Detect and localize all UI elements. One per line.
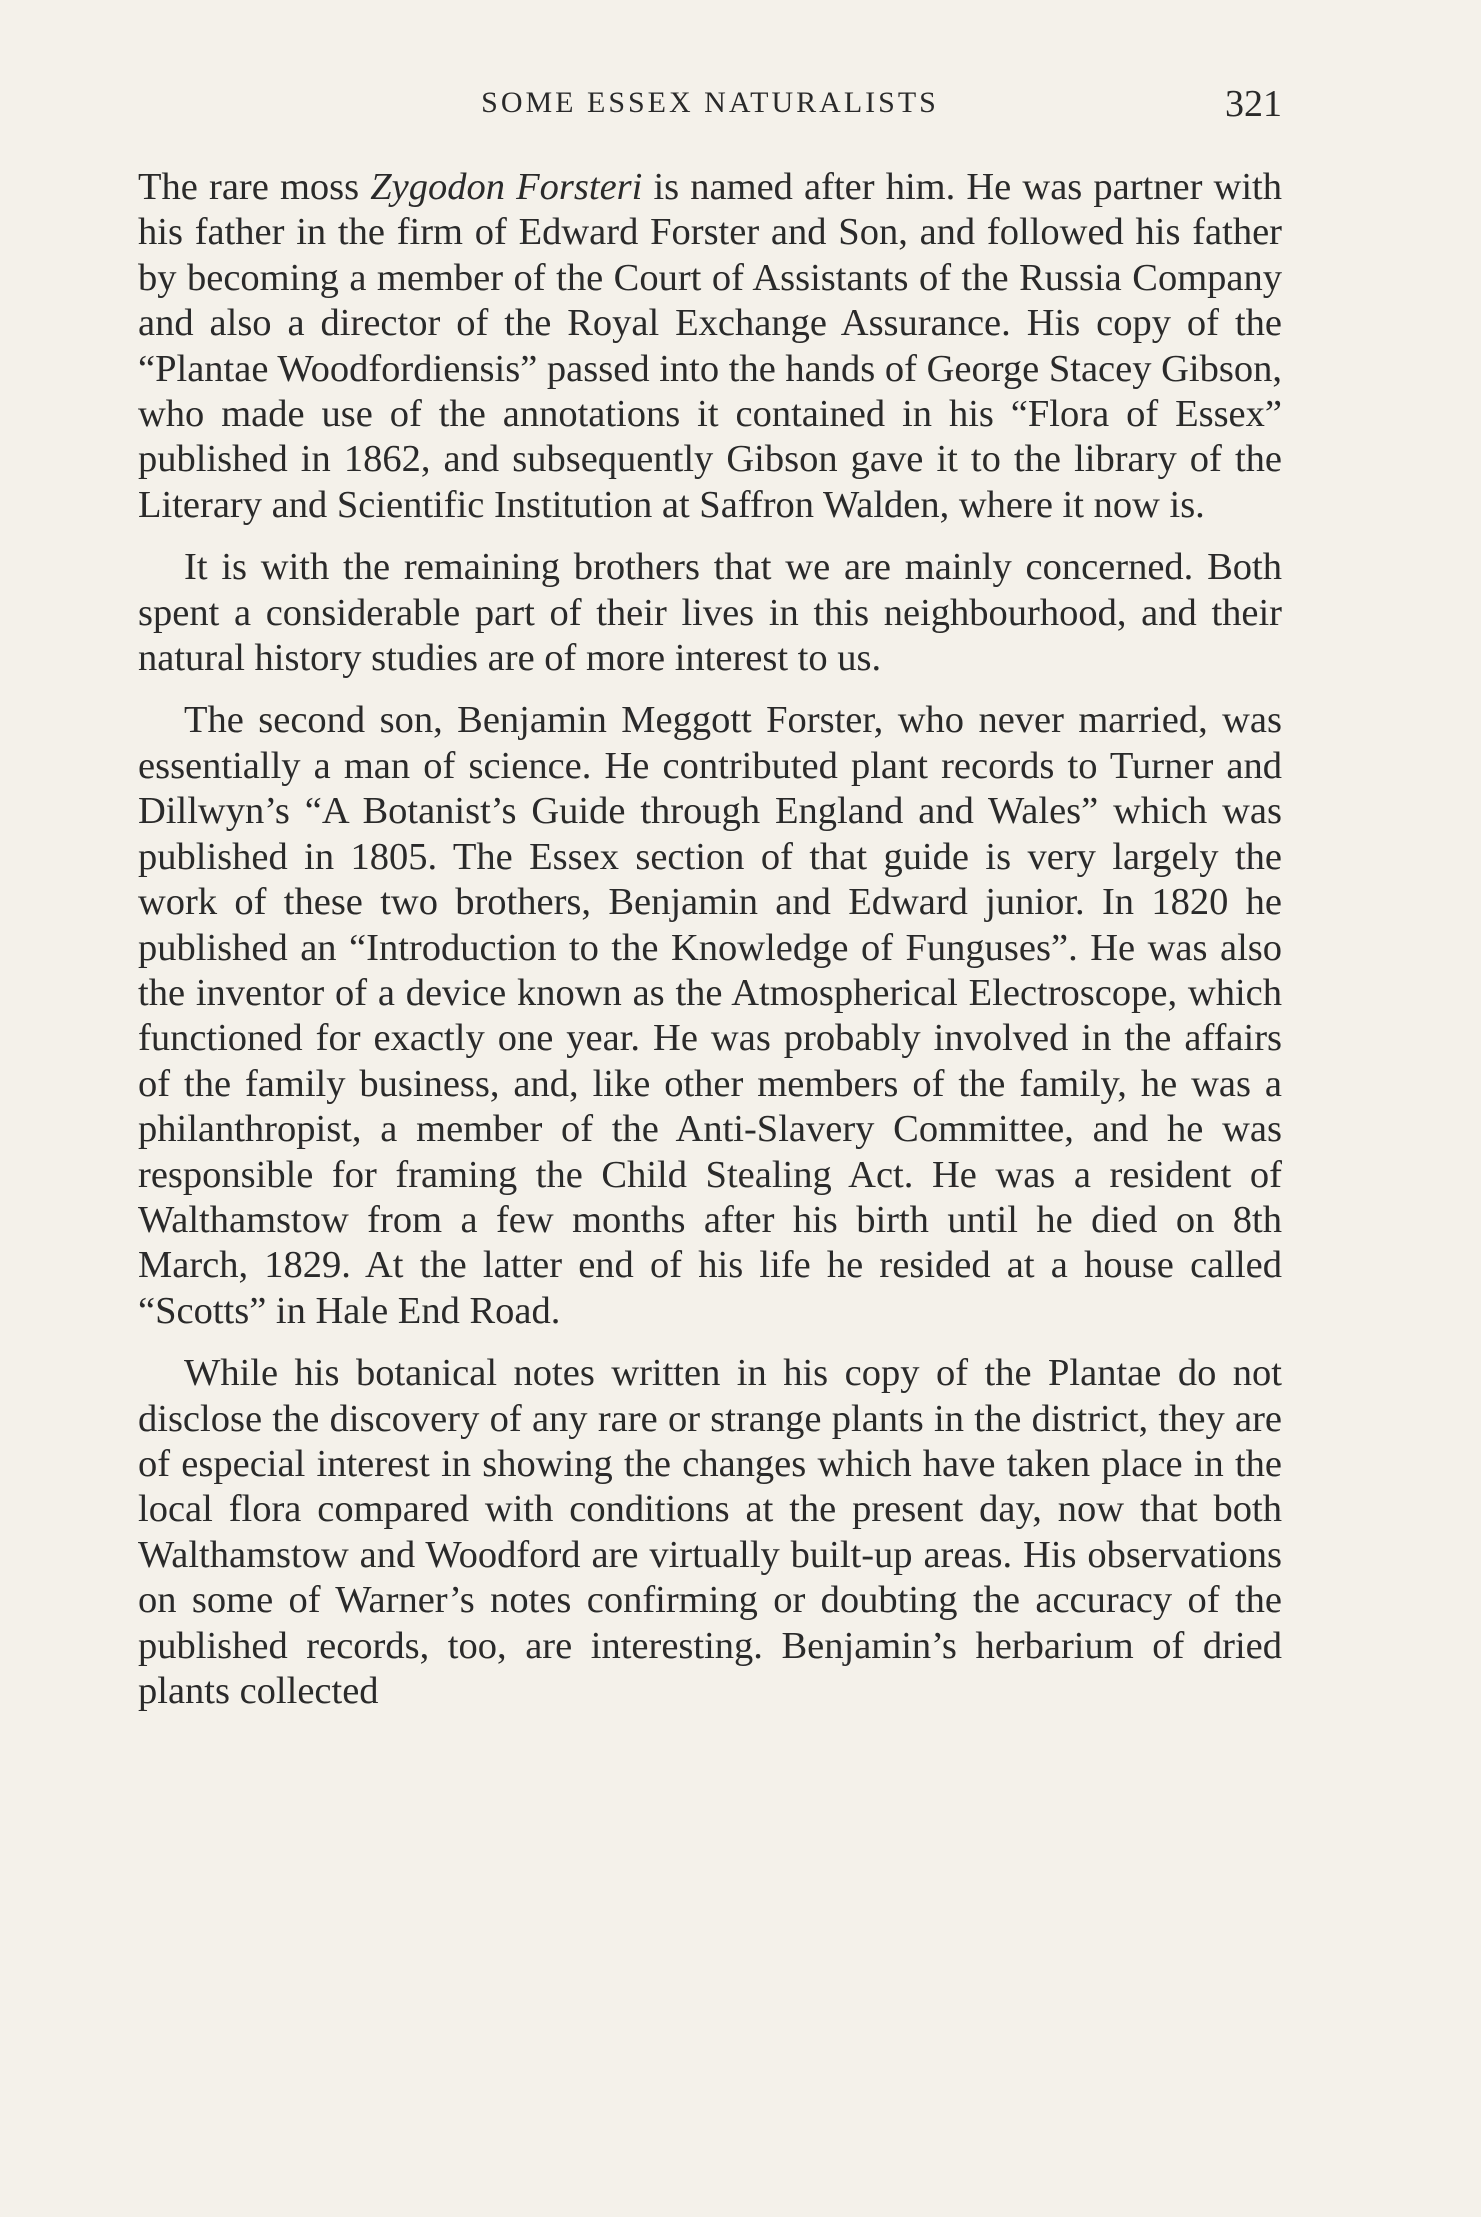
- paragraph-3: The second son, Benjamin Meggott Forster, who never married, was essentially a man of science. He contributed plant records to Turner and Dillwyn’s “A Botanist’s Guide through England and Wales” which was published in 1805. The Essex section of that guide is very largely the work of these two brothers, Benjamin and Edward junior. In 1820 he published an “Introduction to the Knowledge of Funguses”. He was also the inventor of a device known as the Atmospherical Electroscope, which functioned for exactly one year. He was probably involved in the affairs of the family business, and, like other members of the family, he was a philanthropist, a member of the Anti-Slavery Committee, and he was responsible for framing the Child Stealing Act. He was a resident of Walthamstow from a few months after his birth until he died on 8th March, 1829. At the latter end of his life he resided at a house called “Scotts” in Hale End Road.: [138, 699, 1282, 1332]
- paragraph-1-start: The rare moss: [138, 166, 371, 208]
- body-text: [138, 165, 1282, 1714]
- paragraph-2: It is with the remaining brothers that we are mainly concerned. Both spent a considerable part of their lives in this neighbourhood, and their natural history studies are of more interest to us.: [138, 546, 1282, 680]
- species-name: Zygodon Forsteri: [370, 166, 643, 208]
- paragraph-1: [138, 165, 1282, 528]
- running-header: [138, 82, 1282, 132]
- paragraph-4: While his botanical notes written in his copy of the Plantae do not disclose the discovery of any rare or strange plants in the district, they are of especial interest in showing the changes which have taken place in the local flora compared with conditions at the present day, now that both Walthamstow and Woodford are virtually built-up areas. His observations on some of Warner’s notes confirming or doubting the accuracy of the published records, too, are interesting. Benjamin’s herbarium of dried plants collected: [138, 1352, 1282, 1712]
- running-title: SOME ESSEX NATURALISTS: [481, 86, 939, 119]
- page-number: 321: [1225, 83, 1282, 125]
- paragraph-1-rest: is named after him. He was partner with his father in the firm of Edward Forster and Son, and followed his father by becoming a member of the Court of Assistants of the Russia Company and also a director of the Royal Exchange Assurance. His copy of the “Plantae Woodfordiensis” passed into the hands of George Stacey Gibson, who made use of the annotations it contained in his “Flora of Essex” published in 1862, and subsequently Gibson gave it to the library of the Literary and Scientific Institution at Saffron Walden, where it now is.: [138, 166, 1282, 526]
